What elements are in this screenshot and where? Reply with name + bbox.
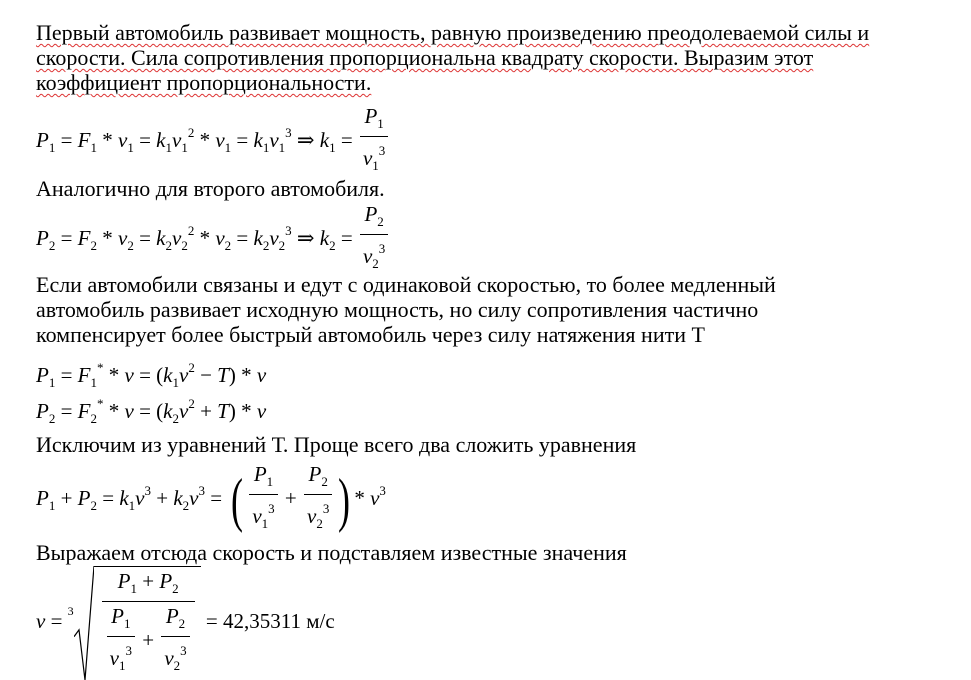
result-value: = 42,35311 [205, 608, 301, 633]
paragraph-5: Выражаем отсюда скорость и подставляем известные значения [36, 540, 627, 565]
paragraph-2: Аналогично для второго автомобиля. [36, 176, 385, 201]
paragraph-3 [36, 272, 961, 347]
fraction-p1-v1cubed: $\frac{P_1}{v_1^3}$ [360, 104, 388, 180]
paragraph-1-line-1: Первый автомобиль развивает мощность, равную произведению преодолеваемой силы и [36, 20, 870, 45]
equation-p2-tension: $P_2 = F_2^* * v = (k_2v^2 + T) * v$ [36, 396, 267, 426]
equation-k2: $P_2 = F_2 * v_2 = k_2v_2^2 * v_2 = k_2v_2^3$ ⇒ $k_2$ = $\frac{P_2}{v_2^3}$ [36, 202, 390, 278]
equation-p1-tension: $P_1 = F_1^* * v = (k_1v^2 - T) * v$ [36, 360, 267, 390]
paragraph-1 [36, 20, 961, 95]
cube-root: 3 $P_1 + P_2$ $\frac{P_1}{v_1^3}$ + $\frac{P_2}{v_2^3}$ [68, 566, 201, 680]
paragraph-3-line-3: компенсирует более быстрый автомобиль через силу натяжения нити Т [36, 322, 705, 347]
fraction-p2-v2cubed: $\frac{P_2}{v_2^3}$ [360, 202, 388, 278]
fraction-p2-v2cubed-sum: $\frac{P_2}{v_2^3}$ [304, 462, 332, 538]
fraction-velocity: $P_1 + P_2$ $\frac{P_1}{v_1^3}$ + $\frac{P_2}{v_2^3}$ [102, 569, 195, 680]
equation-k1: $P_1 = F_1 * v_1 = k_1v_1^2 * v_1 = k_1v_1^3$ ⇒ $k_1$ = $\frac{P_1}{v_1^3}$ [36, 104, 390, 180]
paragraph-1-line-2: скорости. Сила сопротивления пропорциональна квадрату скорости. Выразим этот [36, 45, 814, 70]
paragraph-3-line-2: автомобиль развивает исходную мощность, но силу сопротивления частично [36, 297, 759, 322]
paragraph-4: Исключим из уравнений Т. Проще всего два сложить уравнения [36, 432, 637, 457]
equation-sum: $P_1 + P_2 = k_1v^3 + k_2v^3$ = ( $\frac{P_1}{v_1^3}$ + $\frac{P_2}{v_2^3}$ ) * $v^3$ [36, 462, 386, 538]
root-sign-icon [74, 566, 94, 680]
paragraph-3-line-1: Если автомобили связаны и едут с одинаковой скоростью, то более медленный [36, 272, 776, 297]
paragraph-1-line-3: коэффициент пропорциональности. [36, 70, 372, 95]
result-unit: м/с [306, 608, 335, 633]
fraction-p1-v1cubed-sum: $\frac{P_1}{v_1^3}$ [249, 462, 277, 538]
equation-velocity: v = 3 $P_1 + P_2$ $\frac{P_1}{v_1^3}$ + $\frac{P_2}{v_2^3}$ = 42,35311 м/с [36, 566, 335, 680]
